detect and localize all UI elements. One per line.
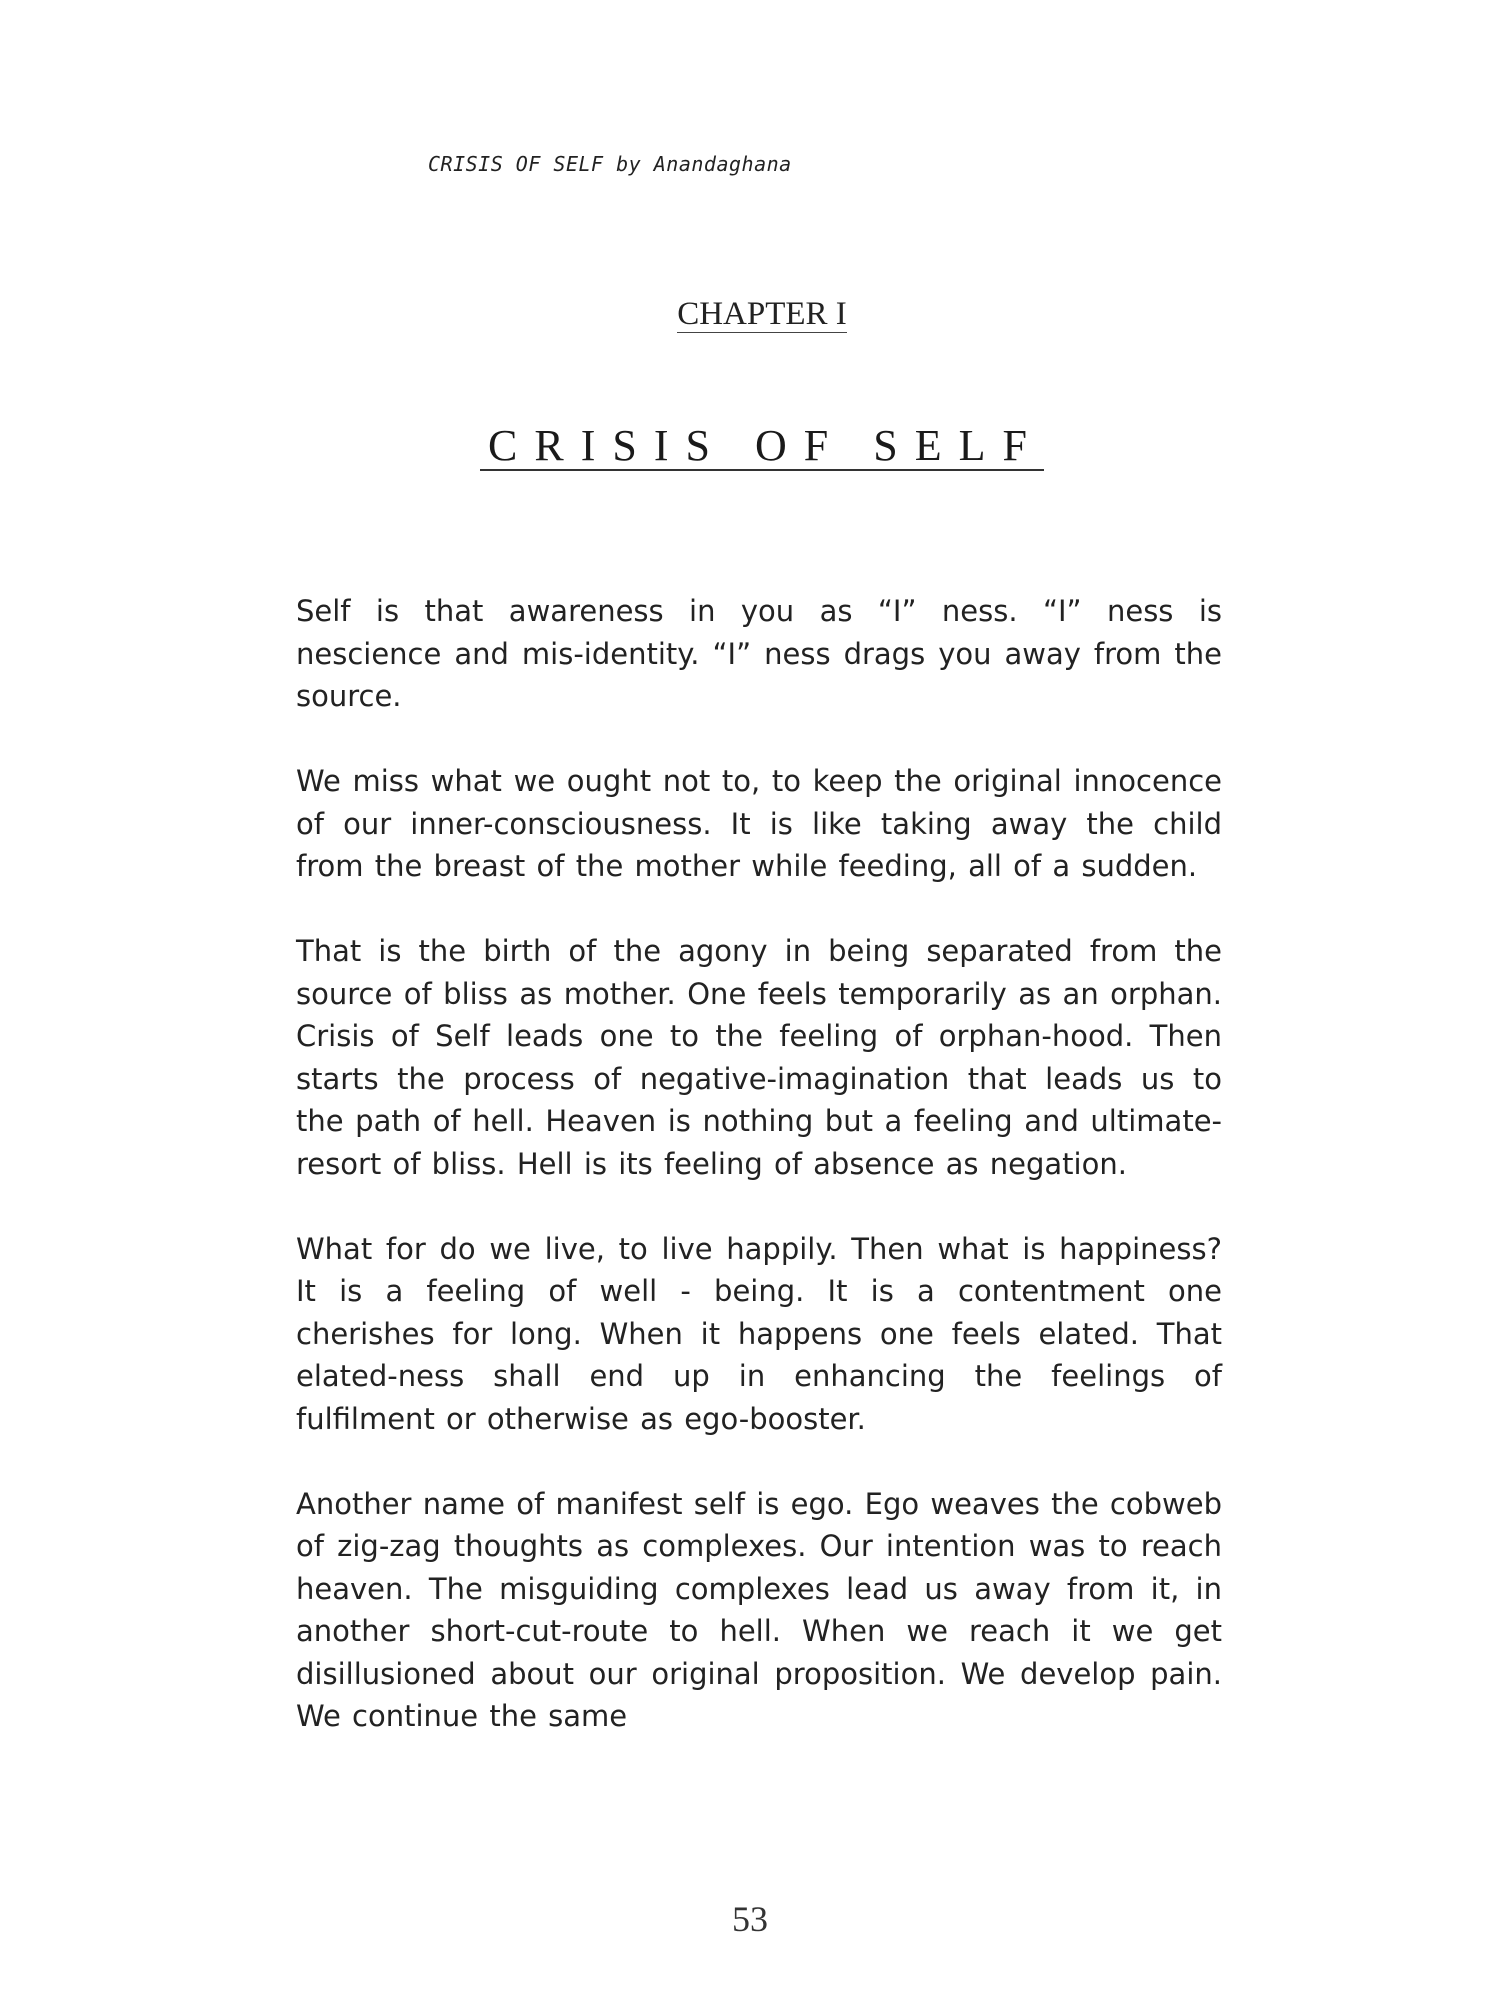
paragraph: That is the birth of the agony in being separated from the source of bliss as mother. One feels temporarily as an orphan. Crisis of Self leads one to the feeling of orphan-hood. Then starts the process of negative-imagination that leads us to the path of hell. Heaven is nothing but a feeling and ultimate-resort of bliss. Hell is its feeling of absence as negation. (296, 934, 1222, 1181)
paragraph: Another name of manifest self is ego. Ego weaves the cobweb of zig-zag thoughts as complexes. Our intention was to reach heaven. The misguiding complexes lead us away from it, in another short-cut-route to hell. When we reach it we get disillusioned about our original proposition. We develop pain. We continue the same (296, 1486, 1222, 1733)
chapter-title (400, 420, 1124, 471)
paragraph: What for do we live, to live happily. Then what is happiness? It is a feeling of well - being. It is a contentment one cherishes for long. When it happens one feels elated. That elated-ness shall end up in enhancing the feelings of fulfilment or otherwise as ego-booster. (296, 1231, 1222, 1436)
paragraph: Self is that awareness in you as “I” ness. “I” ness is nescience and mis-identity. “I” ness drags you away from the source. (296, 594, 1222, 713)
chapter-title-text: CRISIS OF SELF (480, 423, 1044, 471)
running-header: CRISIS OF SELF by Anandaghana (428, 152, 792, 176)
body-text (296, 590, 1222, 1738)
page-number: 53 (732, 1899, 768, 1939)
paragraph: We miss what we ought not to, to keep the original innocence of our inner-consciousness. It is like taking away the child from the breast of the mother while feeding, all of a sudden. (296, 764, 1222, 883)
chapter-label-text: CHAPTER I (677, 296, 847, 332)
chapter-label (0, 296, 1500, 333)
